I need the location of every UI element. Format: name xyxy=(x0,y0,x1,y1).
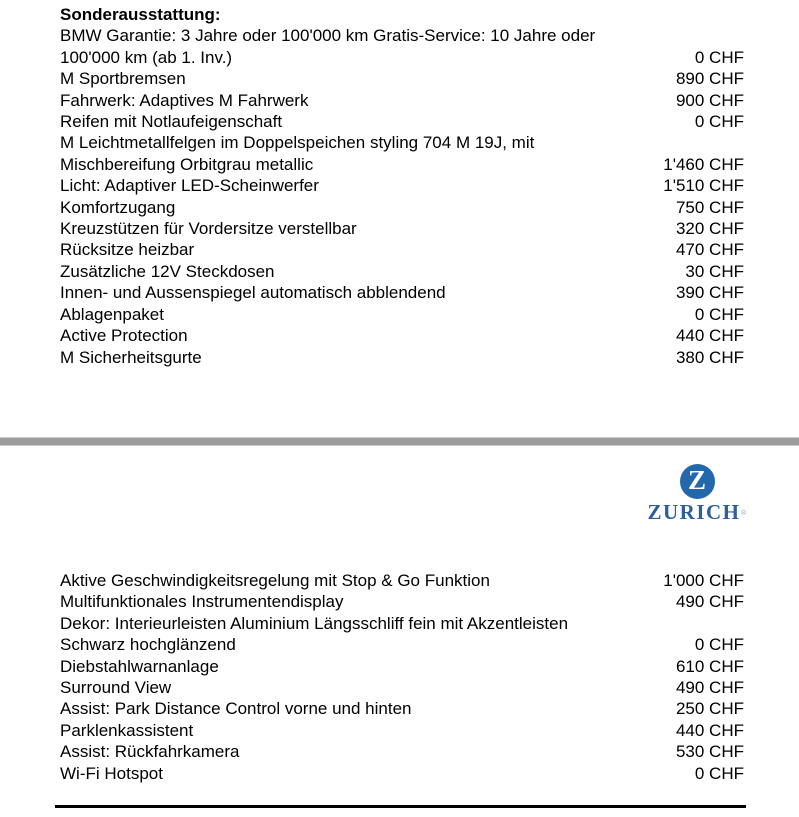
item-label xyxy=(60,90,308,111)
item-price: 440 CHF xyxy=(675,326,744,346)
item-label xyxy=(60,656,219,677)
item-price: 470 CHF xyxy=(675,240,744,260)
item-row xyxy=(60,111,744,132)
item-row xyxy=(60,591,744,612)
item-price: 440 CHF xyxy=(675,720,744,740)
item-row xyxy=(60,763,744,784)
item-price: 0 CHF xyxy=(694,763,744,783)
item-row xyxy=(60,698,744,719)
item-price: 1'460 CHF xyxy=(663,154,744,174)
item-row xyxy=(60,677,744,698)
item-price: 750 CHF xyxy=(675,197,744,217)
item-label-line: M Leichtmetallfelgen im Doppelspeichen styling 704 M 19J, mit xyxy=(60,133,535,153)
item-label-line: Zusätzliche 12V Steckdosen xyxy=(60,261,275,281)
item-row xyxy=(60,741,744,762)
item-row xyxy=(60,90,744,111)
item-label-line: M Sportbremsen xyxy=(60,69,186,89)
item-label-line: Fahrwerk: Adaptives M Fahrwerk xyxy=(60,90,309,110)
item-row xyxy=(60,304,744,325)
item-label xyxy=(60,720,193,741)
item-label xyxy=(60,570,490,591)
item-label-line: Wi-Fi Hotspot xyxy=(60,763,163,783)
item-price: 1'000 CHF xyxy=(663,571,744,590)
item-price: 0 CHF xyxy=(694,304,744,324)
item-label-line: Innen- und Aussenspiegel automatisch abblendend xyxy=(60,283,446,303)
item-label xyxy=(60,25,595,68)
item-label-line: Schwarz hochglänzend xyxy=(60,635,236,655)
item-label xyxy=(60,613,568,656)
item-label xyxy=(60,175,319,196)
item-price: 890 CHF xyxy=(675,69,744,89)
item-row xyxy=(60,175,744,196)
item-label-line: Assist: Park Distance Control vorne und hinten xyxy=(60,699,412,719)
item-row xyxy=(60,197,744,218)
item-label-line: BMW Garantie: 3 Jahre oder 100'000 km Gratis-Service: 10 Jahre oder xyxy=(60,26,596,46)
item-row xyxy=(60,25,744,68)
item-row xyxy=(60,68,744,89)
item-label-line: Ablagenpaket xyxy=(60,304,164,324)
item-price: 380 CHF xyxy=(675,347,744,367)
item-label xyxy=(60,261,275,282)
item-label-line: Komfortzugang xyxy=(60,197,176,217)
item-label-line: Licht: Adaptiver LED-Scheinwerfer xyxy=(60,176,319,196)
item-label xyxy=(60,218,357,239)
item-price: 1'510 CHF xyxy=(663,176,744,196)
item-label xyxy=(60,763,163,784)
item-row xyxy=(60,261,744,282)
item-label xyxy=(60,591,343,612)
item-row xyxy=(60,218,744,239)
item-label xyxy=(60,304,164,325)
page-break-divider xyxy=(0,437,799,446)
item-label-line: Dekor: Interieurleisten Aluminium Längsschliff fein mit Akzentleisten xyxy=(60,613,569,633)
item-label-line: Multifunktionales Instrumentendisplay xyxy=(60,592,344,612)
item-row xyxy=(60,132,744,175)
item-price: 530 CHF xyxy=(675,742,744,762)
item-row xyxy=(60,720,744,741)
zurich-logo xyxy=(645,464,749,523)
item-price: 390 CHF xyxy=(675,283,744,303)
options-list-continued xyxy=(60,570,744,784)
item-label xyxy=(60,132,534,175)
zurich-z-icon: Z xyxy=(680,464,715,499)
item-row xyxy=(60,613,744,656)
item-price: 0 CHF xyxy=(694,112,744,132)
footer-rule xyxy=(55,805,746,808)
item-row xyxy=(60,347,744,368)
item-label xyxy=(60,197,175,218)
item-price: 250 CHF xyxy=(675,699,744,719)
item-label-line: 100'000 km (ab 1. Inv.) xyxy=(60,47,233,67)
zurich-wordmark xyxy=(645,502,749,523)
item-label-line: M Sicherheitsgurte xyxy=(60,347,202,367)
item-price: 0 CHF xyxy=(694,47,744,67)
item-row xyxy=(60,325,744,346)
item-label xyxy=(60,282,446,303)
item-row xyxy=(60,282,744,303)
item-label xyxy=(60,741,240,762)
item-label xyxy=(60,239,194,260)
registered-trademark-icon: ® xyxy=(740,508,747,517)
item-price: 900 CHF xyxy=(675,90,744,110)
item-label-line: Aktive Geschwindigkeitsregelung mit Stop & Go Funktion xyxy=(60,571,490,590)
item-label-line: Rücksitze heizbar xyxy=(60,240,195,260)
item-label-line: Assist: Rückfahrkamera xyxy=(60,742,240,762)
item-row xyxy=(60,239,744,260)
item-price: 0 CHF xyxy=(694,635,744,655)
zurich-wordmark-text: ZURICH xyxy=(647,500,741,524)
item-label xyxy=(60,325,188,346)
item-label-line: Mischbereifung Orbitgrau metallic xyxy=(60,154,314,174)
item-price: 610 CHF xyxy=(675,656,744,676)
item-label-line: Active Protection xyxy=(60,326,188,346)
item-label-line: Kreuzstützen für Vordersitze verstellbar xyxy=(60,219,357,239)
item-label xyxy=(60,698,412,719)
item-price: 30 CHF xyxy=(685,261,744,281)
item-label xyxy=(60,677,171,698)
item-row xyxy=(60,656,744,677)
item-label-line: Parklenkassistent xyxy=(60,720,194,740)
item-label xyxy=(60,347,202,368)
item-label xyxy=(60,111,282,132)
section-heading: Sonderausstattung: xyxy=(60,5,221,24)
item-label xyxy=(60,68,186,89)
options-list-top xyxy=(60,4,744,368)
item-price: 320 CHF xyxy=(675,219,744,239)
item-price: 490 CHF xyxy=(675,592,744,612)
item-row xyxy=(60,570,744,591)
item-label-line: Reifen mit Notlaufeigenschaft xyxy=(60,112,283,132)
item-label-line: Diebstahlwarnanlage xyxy=(60,656,219,676)
item-label-line: Surround View xyxy=(60,678,172,698)
options-rows-continued xyxy=(60,570,744,784)
item-price: 490 CHF xyxy=(675,678,744,698)
options-rows-top xyxy=(60,25,744,368)
